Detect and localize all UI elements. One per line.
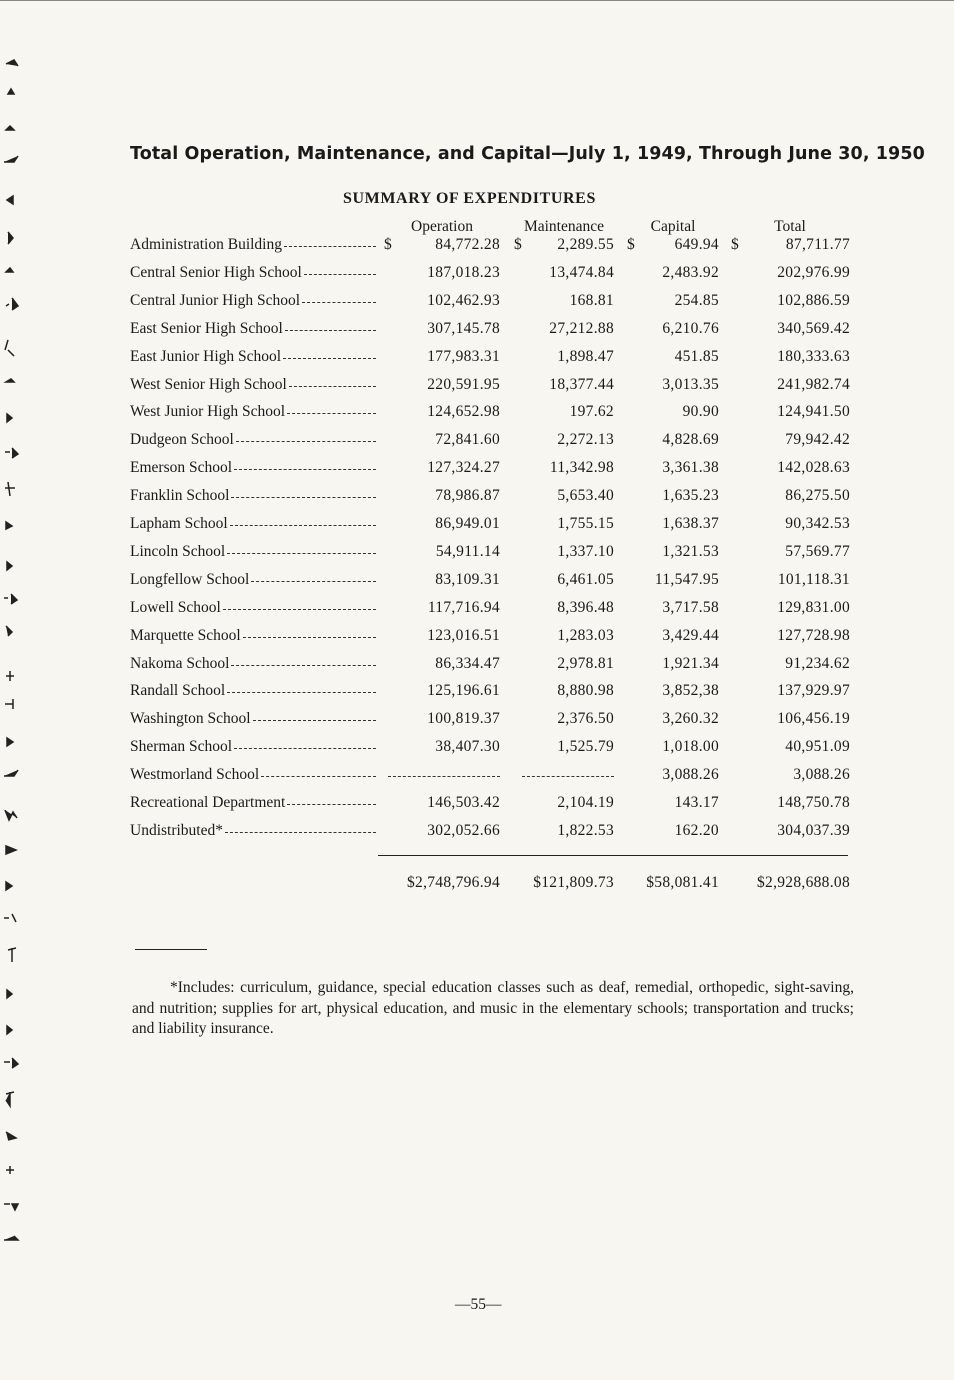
cell-total: 3,088.26	[793, 766, 850, 784]
cell-maintenance: 11,342.98	[549, 459, 614, 477]
row-label: Marquette School	[130, 626, 241, 644]
table-row	[130, 599, 852, 621]
total-operation: $2,748,796.94	[406, 874, 500, 891]
cell-maintenance: 1,898.47	[557, 347, 614, 365]
row-label: Lowell School	[130, 598, 221, 616]
cell-operation: 84,772.28	[435, 236, 500, 253]
row-label: West Senior High School	[130, 375, 287, 393]
cell-maintenance: 6,461.05	[557, 570, 614, 588]
cell-capital: 254.85	[674, 291, 719, 309]
totals-row	[130, 874, 852, 896]
table-row	[130, 515, 852, 537]
leader-dots	[285, 330, 376, 331]
totals-rule	[378, 855, 848, 856]
leader-dots	[287, 804, 376, 805]
table-row	[130, 348, 852, 370]
cell-maintenance: 18,377.44	[549, 375, 614, 393]
cell-total: 142,028.63	[777, 459, 850, 477]
cell-operation: 123,016.51	[427, 626, 500, 644]
cell-maintenance: 13,474.84	[549, 263, 614, 281]
column-header-total: Total	[774, 218, 806, 235]
dollar-sign: $	[384, 236, 392, 253]
footnote-rule	[135, 949, 207, 950]
table-subtitle: SUMMARY OF EXPENDITURES	[343, 190, 596, 207]
cell-maintenance: 8,396.48	[557, 598, 614, 616]
leader-dots	[283, 358, 376, 359]
cell-total: 127,728.98	[777, 626, 850, 644]
leader-dots	[284, 246, 376, 247]
cell-maintenance: 168.81	[569, 291, 614, 309]
table-row	[130, 710, 852, 732]
page-top-edge	[0, 0, 954, 1]
cell-total: 40,951.09	[785, 738, 850, 756]
leader-dots	[261, 776, 376, 777]
cell-maintenance: 27,212.88	[549, 319, 614, 337]
row-label: Lapham School	[130, 515, 228, 532]
cell-maintenance: 1,525.79	[557, 738, 614, 756]
total-capital: $58,081.41	[646, 874, 719, 891]
table-row	[130, 627, 852, 649]
row-label: Administration Building	[130, 236, 282, 253]
total-maintenance: $121,809.73	[533, 874, 614, 891]
table-row	[130, 236, 852, 258]
cell-total: 106,456.19	[777, 710, 850, 728]
row-label: East Senior High School	[130, 319, 283, 337]
table-row	[130, 738, 852, 760]
cell-capital: 1,638.37	[662, 515, 719, 532]
table-row	[130, 822, 852, 844]
table-row	[130, 403, 852, 425]
cell-capital: 3,717.58	[662, 598, 719, 616]
cell-total: 57,569.77	[785, 542, 850, 560]
leader-dots	[243, 637, 376, 638]
cell-operation: 177,983.31	[427, 347, 500, 365]
cell-operation-empty	[388, 766, 500, 777]
leader-dots	[234, 469, 376, 470]
cell-operation: 54,911.14	[435, 542, 500, 560]
cell-capital: 1,018.00	[662, 738, 719, 756]
table-row	[130, 320, 852, 342]
leader-dots	[230, 525, 376, 526]
cell-operation: 124,652.98	[427, 403, 500, 421]
row-label: Randall School	[130, 682, 226, 700]
dollar-sign: $	[731, 236, 739, 253]
cell-capital: 3,429.44	[662, 626, 719, 644]
cell-operation: 86,949.01	[435, 515, 500, 532]
row-label: Westmorland School	[130, 766, 260, 784]
table-row	[130, 655, 852, 677]
cell-maintenance: 2,978.81	[557, 654, 614, 672]
cell-total: 90,342.53	[785, 515, 850, 532]
cell-capital: 2,483.92	[662, 263, 719, 281]
table-row	[130, 571, 852, 593]
leader-dots	[289, 386, 376, 387]
column-header-operation: Operation	[411, 218, 473, 235]
cell-operation: 146,503.42	[427, 794, 500, 811]
footnote: *Includes: curriculum, guidance, special education classes such as deaf, remedial, orthopedic, sight-saving, and nutrition; supplies for art, physical education, and music in the elementary schools; transportation and trucks; and liability insurance.	[132, 979, 854, 1037]
leader-dots	[225, 832, 376, 833]
cell-operation: 86,334.47	[435, 654, 500, 672]
row-label: Washington School	[130, 710, 251, 728]
dollar-sign: $	[627, 236, 635, 253]
row-label: Nakoma School	[130, 654, 230, 672]
row-label: Emerson School	[130, 459, 233, 477]
cell-operation: 117,716.94	[427, 598, 500, 616]
table-row	[130, 431, 852, 453]
table-row	[130, 682, 852, 704]
cell-operation: 125,196.61	[427, 682, 500, 700]
cell-capital: 3,361.38	[662, 459, 719, 477]
table-row	[130, 292, 852, 314]
cell-operation: 220,591.95	[427, 375, 500, 393]
cell-capital: 162.20	[674, 821, 719, 839]
cell-maintenance: 1,283.03	[557, 626, 614, 644]
cell-total: 79,942.42	[785, 431, 850, 449]
binding-edge-marks	[0, 0, 30, 1380]
table-row	[130, 543, 852, 565]
cell-capital: 143.17	[674, 794, 719, 811]
cell-capital: 3,013.35	[662, 375, 719, 393]
table-row	[130, 264, 852, 286]
cell-maintenance: 2,104.19	[557, 794, 614, 811]
cell-total: 202,976.99	[777, 263, 850, 281]
row-label: Dudgeon School	[130, 431, 234, 449]
row-label: Longfellow School	[130, 570, 250, 588]
cell-capital: 649.94	[674, 236, 719, 253]
table-row	[130, 459, 852, 481]
cell-operation: 83,109.31	[435, 570, 500, 588]
cell-capital: 3,852,38	[662, 682, 719, 700]
cell-total: 124,941.50	[777, 403, 850, 421]
row-label: West Junior High School	[130, 403, 286, 421]
cell-operation: 187,018.23	[427, 263, 500, 281]
row-label: Undistributed*	[130, 821, 223, 839]
cell-total: 86,275.50	[785, 487, 850, 505]
cell-total: 87,711.77	[785, 236, 850, 253]
leader-dots	[234, 748, 376, 749]
cell-capital: 6,210.76	[662, 319, 719, 337]
cell-maintenance-empty	[522, 766, 614, 777]
cell-operation: 127,324.27	[427, 459, 500, 477]
cell-capital: 451.85	[674, 347, 719, 365]
cell-capital: 11,547.95	[654, 570, 719, 588]
row-label: Sherman School	[130, 738, 233, 756]
cell-maintenance: 2,376.50	[557, 710, 614, 728]
cell-capital: 1,321.53	[662, 542, 719, 560]
table-row	[130, 376, 852, 398]
cell-total: 101,118.31	[777, 570, 850, 588]
leader-dots	[227, 553, 376, 554]
cell-capital: 90.90	[682, 403, 719, 421]
cell-maintenance: 1,337.10	[557, 542, 614, 560]
cell-maintenance: 2,272.13	[557, 431, 614, 449]
cell-total: 137,929.97	[777, 682, 850, 700]
cell-capital: 3,088.26	[662, 766, 719, 784]
cell-operation: 307,145.78	[427, 319, 500, 337]
cell-operation: 72,841.60	[435, 431, 500, 449]
row-label: Central Junior High School	[130, 291, 301, 309]
leader-dots	[236, 441, 376, 442]
row-label: Recreational Department	[130, 794, 286, 811]
leader-dots	[302, 302, 376, 303]
cell-total: 129,831.00	[777, 598, 850, 616]
cell-capital: 4,828.69	[662, 431, 719, 449]
dollar-sign: $	[514, 236, 522, 253]
cell-total: 180,333.63	[777, 347, 850, 365]
column-header-maintenance: Maintenance	[523, 218, 605, 235]
row-label: East Junior High School	[130, 347, 282, 365]
table-row	[130, 794, 852, 816]
row-label: Central Senior High School	[130, 263, 302, 281]
cell-operation: 302,052.66	[427, 821, 500, 839]
cell-total: 340,569.42	[777, 319, 850, 337]
cell-operation: 38,407.30	[435, 738, 500, 756]
page-title: Total Operation, Maintenance, and Capital—July 1, 1949, Through June 30, 1950	[130, 144, 925, 164]
leader-dots	[287, 413, 376, 414]
leader-dots	[223, 609, 376, 610]
cell-maintenance: 5,653.40	[557, 487, 614, 505]
leader-dots	[231, 665, 376, 666]
leader-dots	[227, 692, 376, 693]
row-label: Lincoln School	[130, 542, 226, 560]
grand-total: $2,928,688.08	[756, 874, 850, 891]
cell-total: 304,037.39	[777, 821, 850, 839]
table-row	[130, 487, 852, 509]
cell-maintenance: 1,822.53	[557, 821, 614, 839]
table-row	[130, 766, 852, 788]
cell-total: 91,234.62	[785, 654, 850, 672]
page-number: —55—	[455, 1296, 502, 1313]
cell-maintenance: 2,289.55	[557, 236, 614, 253]
cell-capital: 3,260.32	[662, 710, 719, 728]
cell-capital: 1,921.34	[662, 654, 719, 672]
leader-dots	[231, 497, 376, 498]
cell-operation: 100,819.37	[427, 710, 500, 728]
cell-maintenance: 1,755.15	[557, 515, 614, 532]
column-header-capital: Capital	[650, 218, 696, 235]
leader-dots	[251, 581, 376, 582]
cell-maintenance: 197.62	[569, 403, 614, 421]
cell-operation: 102,462.93	[427, 291, 500, 309]
leader-dots	[304, 274, 376, 275]
cell-maintenance: 8,880.98	[557, 682, 614, 700]
cell-total: 241,982.74	[777, 375, 850, 393]
cell-total: 148,750.78	[777, 794, 850, 811]
cell-total: 102,886.59	[777, 291, 850, 309]
cell-capital: 1,635.23	[662, 487, 719, 505]
cell-operation: 78,986.87	[435, 487, 500, 505]
leader-dots	[253, 720, 376, 721]
row-label: Franklin School	[130, 487, 230, 505]
